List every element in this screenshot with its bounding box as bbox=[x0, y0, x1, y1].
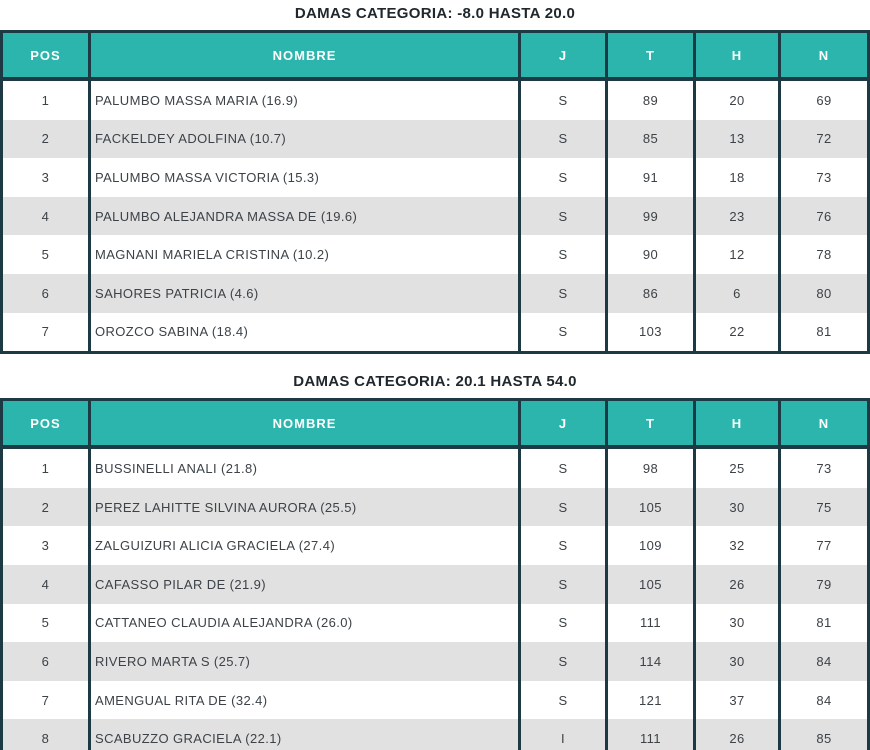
cell-pos: 4 bbox=[2, 565, 90, 604]
cell-n: 81 bbox=[780, 313, 869, 353]
cell-t: 105 bbox=[607, 565, 695, 604]
cell-pos: 3 bbox=[2, 158, 90, 197]
table-row bbox=[2, 719, 869, 750]
cell-nombre: MAGNANI MARIELA CRISTINA (10.2) bbox=[90, 235, 520, 274]
cell-j: S bbox=[520, 642, 607, 681]
cell-pos: 2 bbox=[2, 488, 90, 527]
cell-t: 98 bbox=[607, 447, 695, 488]
cell-pos: 5 bbox=[2, 235, 90, 274]
cell-t: 105 bbox=[607, 488, 695, 527]
column-header-nombre: NOMBRE bbox=[90, 32, 520, 80]
table-body bbox=[2, 79, 869, 353]
column-header-pos: POS bbox=[2, 400, 90, 448]
cell-h: 20 bbox=[695, 79, 780, 120]
table-row bbox=[2, 79, 869, 120]
cell-n: 84 bbox=[780, 642, 869, 681]
category-section-2 bbox=[0, 373, 870, 750]
cell-t: 103 bbox=[607, 313, 695, 353]
cell-h: 32 bbox=[695, 526, 780, 565]
cell-nombre: FACKELDEY ADOLFINA (10.7) bbox=[90, 120, 520, 159]
cell-h: 26 bbox=[695, 565, 780, 604]
cell-j: S bbox=[520, 488, 607, 527]
column-header-h: H bbox=[695, 400, 780, 448]
cell-t: 111 bbox=[607, 604, 695, 643]
cell-pos: 8 bbox=[2, 719, 90, 750]
cell-h: 37 bbox=[695, 681, 780, 720]
cell-n: 76 bbox=[780, 197, 869, 236]
cell-nombre: PEREZ LAHITTE SILVINA AURORA (25.5) bbox=[90, 488, 520, 527]
column-header-t: T bbox=[607, 32, 695, 80]
table-row bbox=[2, 235, 869, 274]
cell-h: 22 bbox=[695, 313, 780, 353]
cell-pos: 4 bbox=[2, 197, 90, 236]
column-header-t: T bbox=[607, 400, 695, 448]
table-row bbox=[2, 526, 869, 565]
cell-nombre: PALUMBO ALEJANDRA MASSA DE (19.6) bbox=[90, 197, 520, 236]
table-header bbox=[2, 400, 869, 448]
cell-n: 69 bbox=[780, 79, 869, 120]
table-row bbox=[2, 197, 869, 236]
cell-t: 111 bbox=[607, 719, 695, 750]
cell-nombre: CATTANEO CLAUDIA ALEJANDRA (26.0) bbox=[90, 604, 520, 643]
table-row bbox=[2, 120, 869, 159]
cell-j: S bbox=[520, 526, 607, 565]
cell-t: 114 bbox=[607, 642, 695, 681]
cell-j: S bbox=[520, 158, 607, 197]
cell-h: 30 bbox=[695, 642, 780, 681]
cell-pos: 7 bbox=[2, 313, 90, 353]
cell-h: 13 bbox=[695, 120, 780, 159]
cell-pos: 2 bbox=[2, 120, 90, 159]
cell-j: S bbox=[520, 235, 607, 274]
table-row bbox=[2, 642, 869, 681]
cell-t: 89 bbox=[607, 79, 695, 120]
cell-n: 72 bbox=[780, 120, 869, 159]
cell-n: 75 bbox=[780, 488, 869, 527]
table-row bbox=[2, 313, 869, 353]
cell-j: S bbox=[520, 79, 607, 120]
cell-pos: 7 bbox=[2, 681, 90, 720]
table-row bbox=[2, 274, 869, 313]
cell-h: 23 bbox=[695, 197, 780, 236]
column-header-n: N bbox=[780, 32, 869, 80]
cell-nombre: PALUMBO MASSA VICTORIA (15.3) bbox=[90, 158, 520, 197]
cell-n: 79 bbox=[780, 565, 869, 604]
cell-j: S bbox=[520, 604, 607, 643]
cell-h: 12 bbox=[695, 235, 780, 274]
cell-h: 18 bbox=[695, 158, 780, 197]
table-body bbox=[2, 447, 869, 750]
cell-n: 78 bbox=[780, 235, 869, 274]
cell-j: S bbox=[520, 197, 607, 236]
cell-j: S bbox=[520, 447, 607, 488]
header-row bbox=[2, 32, 869, 80]
results-table-1 bbox=[0, 30, 870, 354]
cell-nombre: AMENGUAL RITA DE (32.4) bbox=[90, 681, 520, 720]
cell-pos: 5 bbox=[2, 604, 90, 643]
cell-n: 84 bbox=[780, 681, 869, 720]
category-title-2: DAMAS CATEGORIA: 20.1 HASTA 54.0 bbox=[293, 373, 577, 391]
cell-h: 26 bbox=[695, 719, 780, 750]
cell-n: 85 bbox=[780, 719, 869, 750]
cell-t: 109 bbox=[607, 526, 695, 565]
cell-pos: 1 bbox=[2, 447, 90, 488]
table-row bbox=[2, 604, 869, 643]
column-header-j: J bbox=[520, 400, 607, 448]
column-header-nombre: NOMBRE bbox=[90, 400, 520, 448]
header-row bbox=[2, 400, 869, 448]
cell-nombre: RIVERO MARTA S (25.7) bbox=[90, 642, 520, 681]
cell-t: 90 bbox=[607, 235, 695, 274]
cell-j: S bbox=[520, 120, 607, 159]
cell-j: S bbox=[520, 681, 607, 720]
cell-pos: 6 bbox=[2, 274, 90, 313]
cell-n: 73 bbox=[780, 447, 869, 488]
cell-nombre: CAFASSO PILAR DE (21.9) bbox=[90, 565, 520, 604]
table-row bbox=[2, 565, 869, 604]
cell-h: 30 bbox=[695, 488, 780, 527]
cell-n: 81 bbox=[780, 604, 869, 643]
category-title-1: DAMAS CATEGORIA: -8.0 HASTA 20.0 bbox=[294, 5, 576, 22]
table-row bbox=[2, 447, 869, 488]
cell-h: 6 bbox=[695, 274, 780, 313]
column-header-h: H bbox=[695, 32, 780, 80]
cell-pos: 3 bbox=[2, 526, 90, 565]
cell-t: 86 bbox=[607, 274, 695, 313]
cell-h: 30 bbox=[695, 604, 780, 643]
cell-j: S bbox=[520, 565, 607, 604]
cell-pos: 6 bbox=[2, 642, 90, 681]
cell-j: S bbox=[520, 313, 607, 353]
table-row bbox=[2, 681, 869, 720]
cell-h: 25 bbox=[695, 447, 780, 488]
category-section-1 bbox=[0, 0, 870, 354]
cell-t: 91 bbox=[607, 158, 695, 197]
cell-n: 77 bbox=[780, 526, 869, 565]
table-row bbox=[2, 488, 869, 527]
cell-nombre: SCABUZZO GRACIELA (22.1) bbox=[90, 719, 520, 750]
table-header bbox=[2, 32, 869, 80]
table-row bbox=[2, 158, 869, 197]
cell-j: S bbox=[520, 274, 607, 313]
cell-pos: 1 bbox=[2, 79, 90, 120]
cell-t: 121 bbox=[607, 681, 695, 720]
column-header-j: J bbox=[520, 32, 607, 80]
cell-j: I bbox=[520, 719, 607, 750]
cell-nombre: BUSSINELLI ANALI (21.8) bbox=[90, 447, 520, 488]
cell-n: 80 bbox=[780, 274, 869, 313]
cell-nombre: PALUMBO MASSA MARIA (16.9) bbox=[90, 79, 520, 120]
cell-n: 73 bbox=[780, 158, 869, 197]
cell-t: 99 bbox=[607, 197, 695, 236]
cell-t: 85 bbox=[607, 120, 695, 159]
cell-nombre: OROZCO SABINA (18.4) bbox=[90, 313, 520, 353]
results-table-2 bbox=[0, 398, 870, 750]
cell-nombre: SAHORES PATRICIA (4.6) bbox=[90, 274, 520, 313]
column-header-n: N bbox=[780, 400, 869, 448]
column-header-pos: POS bbox=[2, 32, 90, 80]
cell-nombre: ZALGUIZURI ALICIA GRACIELA (27.4) bbox=[90, 526, 520, 565]
